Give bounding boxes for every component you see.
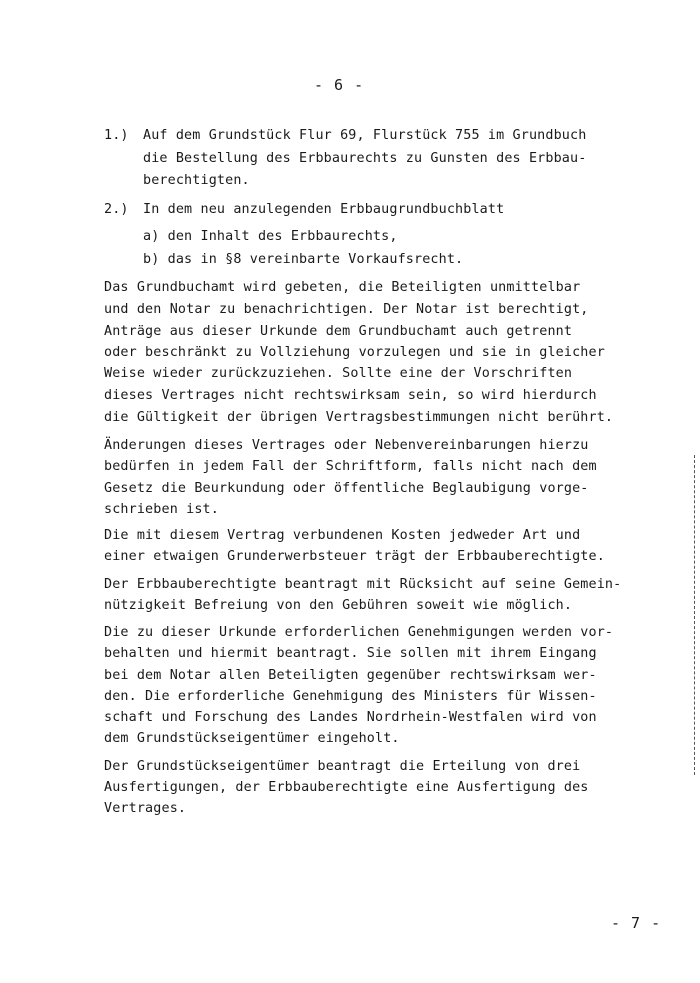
- page-number-bottom: - 7 -: [611, 914, 662, 932]
- text-line: Gesetz die Beurkundung oder öffentliche Beglaubigung vorge-: [104, 481, 589, 496]
- text-line: behalten und hiermit beantragt. Sie sollen mit ihrem Eingang: [104, 646, 597, 661]
- text-line: Anträge aus dieser Urkunde dem Grundbuchamt auch getrennt: [104, 324, 573, 339]
- text-line: Änderungen dieses Vertrages oder Nebenvereinbarungen hierzu: [104, 438, 589, 453]
- item-marker: 2.): [104, 202, 129, 217]
- text-line: einer etwaigen Grunderwerbsteuer trägt der Erbbauberechtigte.: [104, 549, 605, 564]
- text-line: dem Grundstückseigentümer eingeholt.: [104, 731, 400, 746]
- text-line: Die zu dieser Urkunde erforderlichen Genehmigungen werden vor-: [104, 625, 614, 640]
- text-line: den. Die erforderliche Genehmigung des Ministers für Wissen-: [104, 689, 597, 704]
- subitem: a) den Inhalt des Erbbaurechts,: [143, 229, 398, 244]
- text-line: schaft und Forschung des Landes Nordrhein-Westfalen wird von: [104, 710, 597, 725]
- text-line: bei dem Notar allen Beteiligten gegenüber rechtswirksam wer-: [104, 668, 597, 683]
- text-line: bedürfen in jedem Fall der Schriftform, falls nicht nach dem: [104, 459, 597, 474]
- text-line: schrieben ist.: [104, 502, 219, 517]
- text-line: Weise wieder zurückzuziehen. Sollte eine der Vorschriften: [104, 366, 573, 381]
- text-line: Auf dem Grundstück Flur 69, Flurstück 755 im Grundbuch: [143, 128, 587, 143]
- page-number-top: - 6 -: [314, 76, 365, 94]
- item-marker: 1.): [104, 128, 129, 143]
- text-line: und den Notar zu benachrichtigen. Der Notar ist berechtigt,: [104, 302, 589, 317]
- text-line: Das Grundbuchamt wird gebeten, die Beteiligten unmittelbar: [104, 280, 581, 295]
- text-line: die Gültigkeit der übrigen Vertragsbestimmungen nicht berührt.: [104, 410, 614, 425]
- text-line: Der Grundstückseigentümer beantragt die Erteilung von drei: [104, 759, 581, 774]
- text-line: nützigkeit Befreiung von den Gebühren soweit wie möglich.: [104, 598, 573, 613]
- scan-edge-mark: [694, 455, 695, 775]
- text-line: Der Erbbauberechtigte beantragt mit Rücksicht auf seine Gemein-: [104, 577, 622, 592]
- text-line: In dem neu anzulegenden Erbbaugrundbuchblatt: [143, 202, 505, 217]
- text-line: berechtigten.: [143, 173, 250, 188]
- subitem: b) das in §8 vereinbarte Vorkaufsrecht.: [143, 252, 464, 267]
- text-line: Ausfertigungen, der Erbbauberechtigte eine Ausfertigung des: [104, 780, 589, 795]
- text-line: oder beschränkt zu Vollziehung vorzulegen und sie in gleicher: [104, 345, 605, 360]
- text-line: dieses Vertrages nicht rechtswirksam sein, so wird hierdurch: [104, 388, 597, 403]
- text-line: die Bestellung des Erbbaurechts zu Gunsten des Erbbau-: [143, 151, 587, 166]
- text-line: Die mit diesem Vertrag verbundenen Kosten jedweder Art und: [104, 528, 581, 543]
- text-line: Vertrages.: [104, 801, 187, 816]
